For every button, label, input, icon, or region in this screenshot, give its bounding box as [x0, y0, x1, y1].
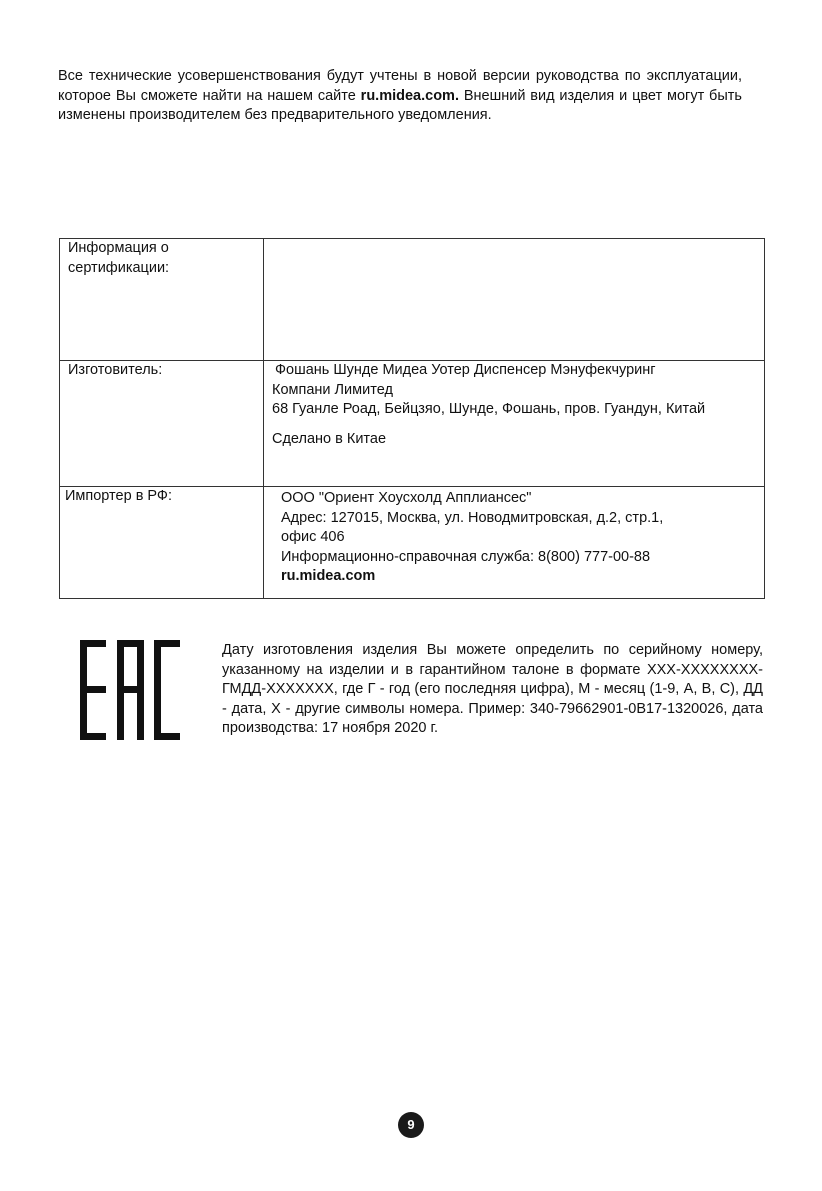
eac-mark-icon — [80, 640, 180, 740]
manufacturer-address: 68 Гуанле Роад, Бейцзяо, Шунде, Фошань, пров. Гуандун, Китай — [272, 401, 706, 417]
certification-label: Информация о сертификации: — [68, 240, 170, 276]
importer-website-link[interactable]: ru.midea.com — [281, 568, 376, 584]
intro-text-end: Внешний вид изделия и цвет могут быть изменены производителем без предварительного уведомления. — [58, 87, 742, 123]
manufacturer-name-line2: Компани Лимитед — [272, 381, 393, 398]
info-table — [59, 238, 765, 599]
manufacturer-details — [264, 361, 764, 449]
importer-address-line1: Адрес: 127015, Москва, ул. Новодмитровская, д.2, стр.1, — [281, 509, 664, 526]
manufacturer-value-cell — [264, 361, 765, 487]
manufacturer-label-cell — [60, 361, 264, 487]
serial-number-note: Дату изготовления изделия Вы можете определить по серийному номеру, указанному на изделии и в гарантийном талоне в формате XXX-XXXXXXXX-ГМДД-XXXXXXX, где Г - год (его последняя цифра), М - месяц (1-9, A, B, C), ДД - дата, X - другие символы номера. Пример: 340-79662901-0B17-1320026, дата производства: 17 ноября 2020 г. — [222, 642, 763, 736]
made-in: Сделано в Китае — [272, 430, 387, 447]
certification-row — [60, 239, 765, 361]
importer-hotline: Информационно-справочная служба: 8(800) 777-00-88 — [281, 548, 651, 565]
importer-label-cell — [60, 487, 264, 599]
certification-label-cell — [60, 239, 264, 361]
website-link[interactable]: ru.midea.com. — [360, 87, 459, 104]
importer-row — [60, 487, 765, 599]
importer-value-cell — [264, 487, 765, 599]
intro-text-start: Все технические усовершенствования будут учтены в новой версии руководства по эксплуатации, которое Вы сможете найти на нашем сайте — [58, 68, 742, 104]
manufacturer-name-line1: Фошань Шунде Мидеа Уотер Диспенсер Мэнуфекчуринг — [275, 362, 656, 378]
certification-value-cell — [264, 239, 765, 361]
page-number-badge: 9 — [398, 1112, 424, 1138]
importer-company: ООО "Ориент Хоусхолд Апплиансес" — [281, 490, 532, 506]
importer-label: Импортер в РФ: — [65, 488, 172, 504]
importer-details — [264, 487, 764, 587]
manufacturer-label: Изготовитель: — [68, 362, 163, 378]
intro-paragraph — [58, 67, 742, 126]
manufacturer-row — [60, 361, 765, 487]
importer-address-line2: офис 406 — [281, 529, 345, 545]
